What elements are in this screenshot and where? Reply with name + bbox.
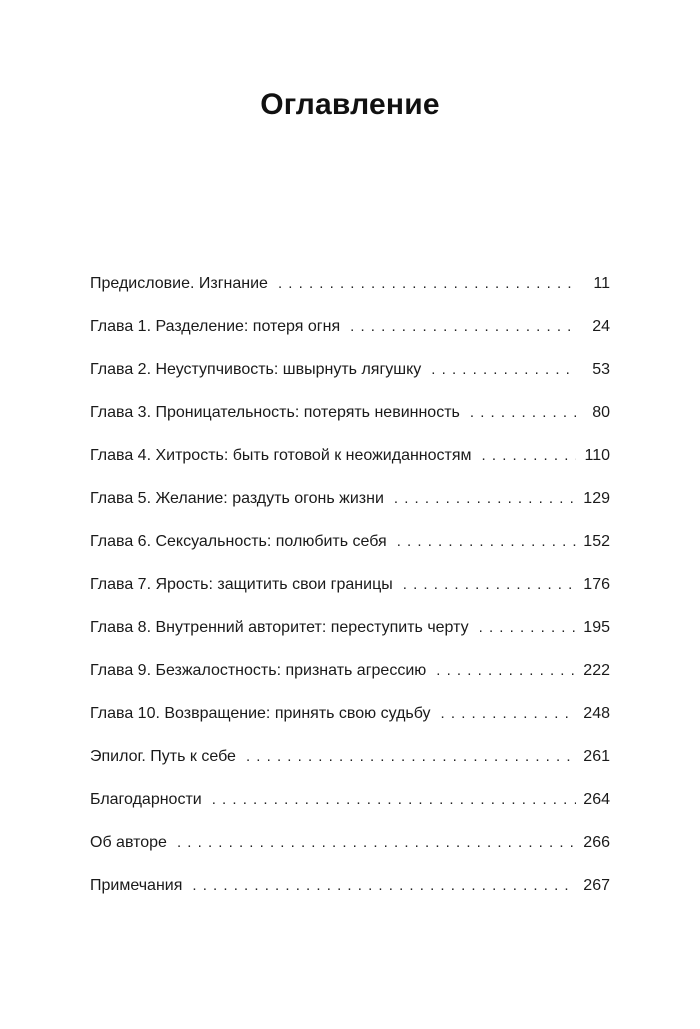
toc-entry-title: Предисловие. Изгнание — [90, 275, 268, 292]
dot-leader — [431, 348, 576, 391]
toc-entry-page: 152 — [583, 533, 610, 550]
dot-leader — [482, 434, 576, 477]
toc-entry-page: 80 — [592, 404, 610, 421]
toc-entry-page: 53 — [592, 361, 610, 378]
toc-entry — [90, 606, 610, 649]
toc-entry-page: 11 — [593, 275, 610, 292]
toc-entry — [90, 778, 610, 821]
toc-entry-title: Об авторе — [90, 834, 167, 851]
toc-entry-title: Эпилог. Путь к себе — [90, 748, 236, 765]
toc-entry-page: 176 — [583, 576, 610, 593]
toc-entry-title: Глава 7. Ярость: защитить свои границы — [90, 576, 393, 593]
dot-leader — [350, 305, 576, 348]
toc-entry-title: Глава 9. Безжалостность: признать агрессию — [90, 662, 427, 679]
dot-leader — [394, 477, 576, 520]
dot-leader — [441, 692, 576, 735]
dot-leader — [246, 735, 576, 778]
toc-entry — [90, 348, 610, 391]
toc-entry — [90, 649, 610, 692]
toc-entry — [90, 520, 610, 563]
toc-entry — [90, 305, 610, 348]
toc-entry-title: Глава 10. Возвращение: принять свою судьбу — [90, 705, 431, 722]
toc-entry — [90, 735, 610, 778]
toc-entry-title: Глава 8. Внутренний авторитет: переступить черту — [90, 619, 469, 636]
dot-leader — [212, 778, 576, 821]
toc-entry — [90, 391, 610, 434]
dot-leader — [397, 520, 576, 563]
dot-leader — [278, 262, 576, 305]
toc-entry — [90, 262, 610, 305]
toc-entry-page: 261 — [583, 748, 610, 765]
dot-leader — [192, 864, 576, 907]
toc-entry-page: 129 — [583, 490, 610, 507]
toc-entry — [90, 477, 610, 520]
toc-entry-title: Глава 3. Проницательность: потерять невинность — [90, 404, 460, 421]
toc-entry — [90, 434, 610, 477]
toc-entry-title: Глава 1. Разделение: потеря огня — [90, 318, 341, 335]
toc-entry-title: Глава 2. Неуступчивость: швырнуть лягушку — [90, 361, 422, 378]
toc-entry-title: Благодарности — [90, 791, 202, 808]
dot-leader — [403, 563, 576, 606]
page-title: Оглавление — [260, 88, 440, 121]
toc-entry-page: 110 — [584, 447, 610, 464]
toc-entry-page: 222 — [583, 662, 610, 679]
toc-entry-page: 264 — [583, 791, 610, 808]
toc-entry-page: 24 — [592, 318, 610, 335]
toc-entry-title: Глава 5. Желание: раздуть огонь жизни — [90, 490, 384, 507]
dot-leader — [479, 606, 576, 649]
dot-leader — [177, 821, 576, 864]
toc-entry-page: 248 — [583, 705, 610, 722]
toc-entry-page: 266 — [583, 834, 610, 851]
toc-entry-title: Глава 6. Сексуальность: полюбить себя — [90, 533, 387, 550]
toc-entry — [90, 864, 610, 907]
dot-leader — [470, 391, 576, 434]
toc-entry-page: 267 — [583, 877, 610, 894]
toc-entry — [90, 692, 610, 735]
table-of-contents — [90, 262, 610, 907]
toc-entry — [90, 563, 610, 606]
toc-entry — [90, 821, 610, 864]
toc-entry-title: Глава 4. Хитрость: быть готовой к неожиданностям — [90, 447, 472, 464]
toc-entry-page: 195 — [583, 619, 610, 636]
dot-leader — [436, 649, 576, 692]
toc-entry-title: Примечания — [90, 877, 183, 894]
